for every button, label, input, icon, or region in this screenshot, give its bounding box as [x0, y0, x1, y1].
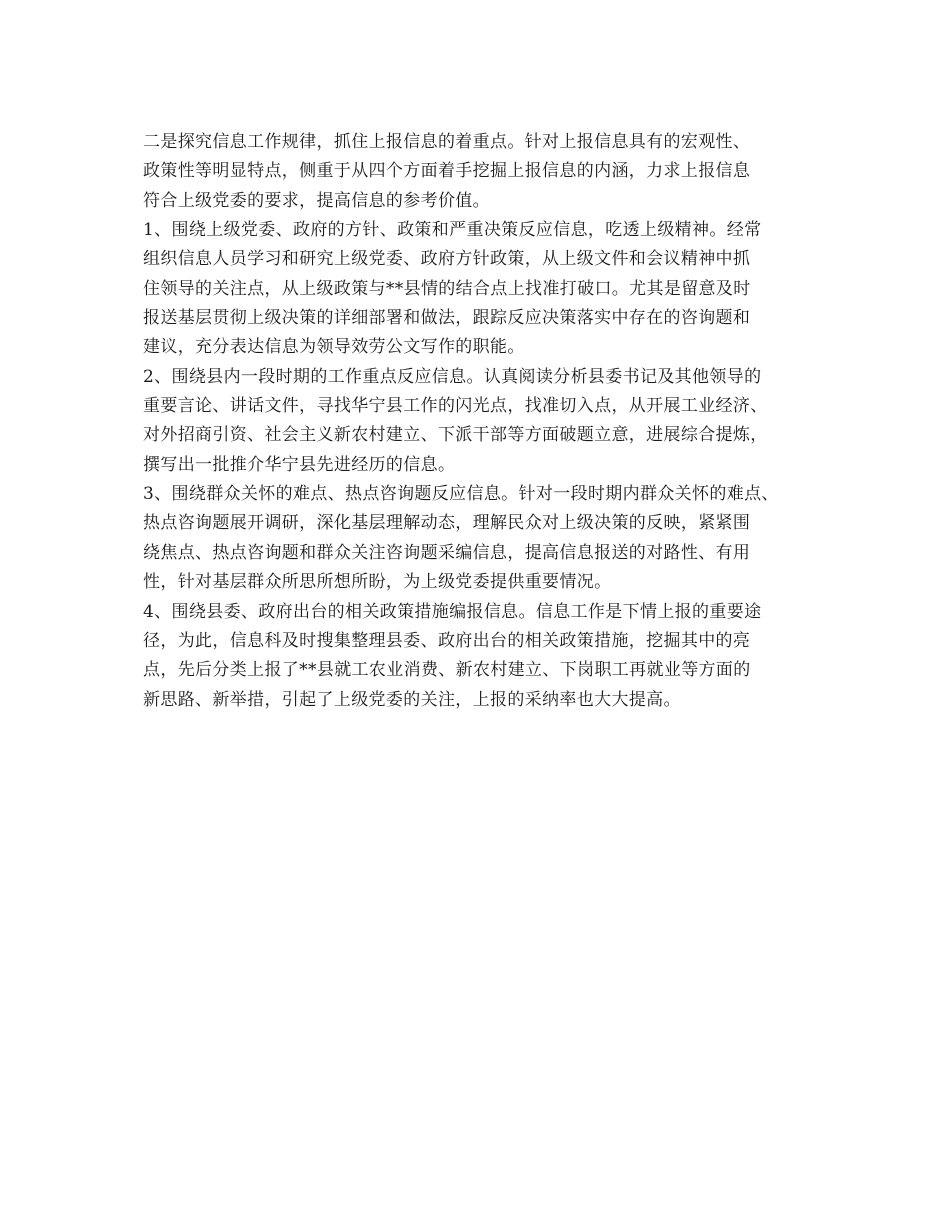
- text-line: 符合上级党委的要求，提高信息的参考价值。: [143, 190, 490, 211]
- text-line: 报送基层贯彻上级决策的详细部署和做法，跟踪反应决策落实中存在的咨询题和: [143, 308, 751, 329]
- text-line: 热点咨询题展开调研，深化基层理解动态，理解民众对上级决策的反映，紧紧围: [143, 513, 751, 534]
- text-line: 政策性等明显特点，侧重于从四个方面着手挖掘上报信息的内涵，力求上报信息: [143, 161, 751, 182]
- text-line: 点，先后分类上报了**县就工农业消费、新农村建立、下岗职工再就业等方面的: [143, 660, 751, 681]
- text-line: 组织信息人员学习和研究上级党委、政府方针政策，从上级文件和会议精神中抓: [143, 249, 751, 270]
- text-line: 重要言论、讲话文件，寻找华宁县工作的闪光点，找准切入点，从开展工业经济、: [143, 396, 768, 417]
- text-line: 径，为此，信息科及时搜集整理县委、政府出台的相关政策措施，挖掘其中的亮: [143, 630, 751, 651]
- text-line: 二是探究信息工作规律，抓住上报信息的着重点。针对上报信息具有的宏观性、: [143, 132, 751, 152]
- text-line: 4、围绕县委、政府出台的相关政策措施编报信息。信息工作是下情上报的重要途: [143, 601, 762, 622]
- text-line: 绕焦点、热点咨询题和群众关注咨询题采编信息，提高信息报送的对路性、有用: [143, 542, 751, 563]
- text-line: 性，针对基层群众所思所想所盼，为上级党委提供重要情况。: [143, 572, 612, 593]
- text-line: 3、围绕群众关怀的难点、热点咨询题反应信息。针对一段时期内群众关怀的难点、: [143, 484, 779, 505]
- text-line: 撰写出一批推介华宁县先进经历的信息。: [143, 454, 456, 475]
- text-line: 1、围绕上级党委、政府的方针、政策和严重决策反应信息，吃透上级精神。经常: [143, 220, 762, 241]
- text-line: 住领导的关注点，从上级政策与**县情的结合点上找准打破口。尤其是留意及时: [143, 278, 751, 299]
- text-line: 新思路、新举措，引起了上级党委的关注，上报的采纳率也大大提高。: [143, 689, 681, 710]
- document-body: [143, 128, 823, 715]
- text-line: 2、围绕县内一段时期的工作重点反应信息。认真阅读分析县委书记及其他领导的: [143, 366, 762, 387]
- text-line: 对外招商引资、社会主义新农村建立、下派干部等方面破题立意，进展综合提炼，: [143, 425, 768, 446]
- text-line: 建议，充分表达信息为领导效劳公文写作的职能。: [143, 337, 525, 358]
